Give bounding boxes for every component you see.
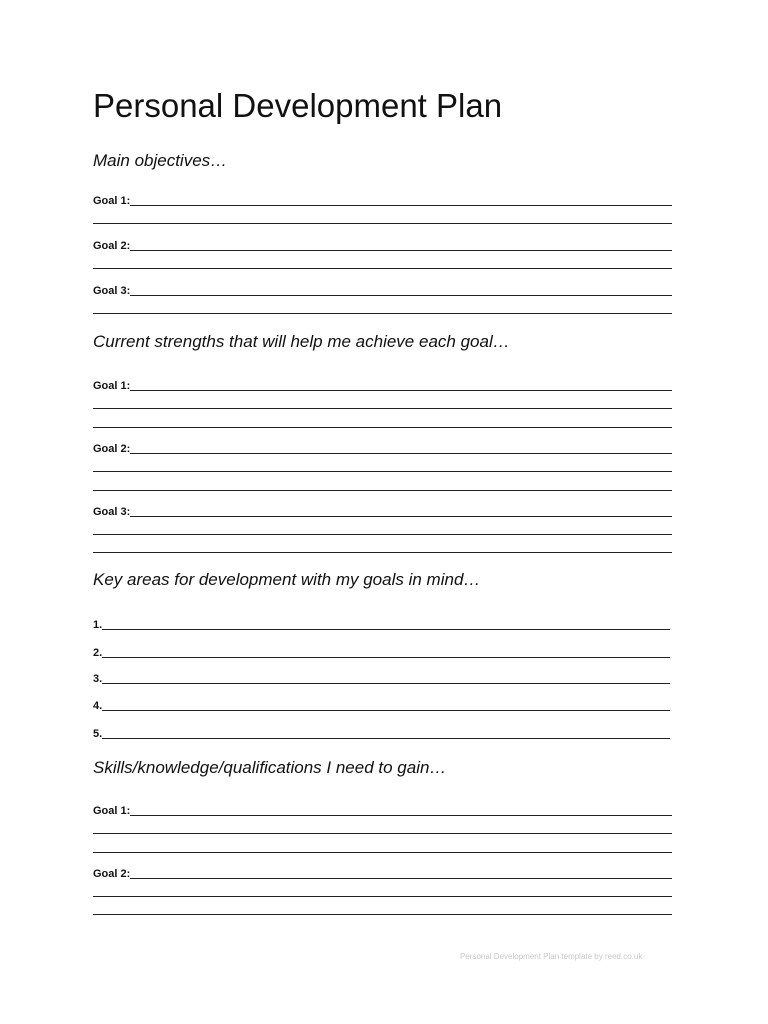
answer-line[interactable] <box>93 896 672 897</box>
development-item-5-label: 5. <box>93 728 103 740</box>
answer-line[interactable] <box>93 427 672 428</box>
answer-line[interactable] <box>102 629 670 630</box>
answer-line[interactable] <box>93 408 672 409</box>
skills-goal-2-row[interactable] <box>93 865 672 881</box>
answer-line[interactable] <box>102 657 670 658</box>
answer-line[interactable] <box>130 878 672 879</box>
answer-line[interactable] <box>93 914 672 915</box>
objective-goal-3-row[interactable] <box>93 282 672 298</box>
page-title: Personal Development Plan <box>93 87 503 124</box>
skills-goal-1-label: Goal 1: <box>93 805 131 817</box>
development-item-4-row[interactable] <box>93 697 670 713</box>
footer-credit: Personal Development Plan template by reed.co.uk <box>460 952 643 961</box>
development-item-4-label: 4. <box>93 700 103 712</box>
answer-line[interactable] <box>93 852 672 853</box>
objective-goal-1-row[interactable] <box>93 192 672 208</box>
section-heading-development: Key areas for development with my goals in mind… <box>93 570 481 589</box>
answer-line[interactable] <box>93 552 672 553</box>
answer-line[interactable] <box>102 710 670 711</box>
objective-goal-2-label: Goal 2: <box>93 240 131 252</box>
answer-line[interactable] <box>130 250 672 251</box>
section-heading-strengths: Current strengths that will help me achieve each goal… <box>93 332 510 351</box>
strength-goal-3-label: Goal 3: <box>93 506 131 518</box>
strength-goal-3-row[interactable] <box>93 503 672 519</box>
answer-line[interactable] <box>93 490 672 491</box>
skills-goal-2-label: Goal 2: <box>93 868 131 880</box>
answer-line[interactable] <box>93 313 672 314</box>
answer-line[interactable] <box>102 738 670 739</box>
objective-goal-1-label: Goal 1: <box>93 195 131 207</box>
skills-goal-1-row[interactable] <box>93 802 672 818</box>
answer-line[interactable] <box>130 453 672 454</box>
answer-line[interactable] <box>93 223 672 224</box>
development-item-1-row[interactable] <box>93 616 670 632</box>
strength-goal-1-row[interactable] <box>93 377 672 393</box>
development-item-3-row[interactable] <box>93 670 670 686</box>
answer-line[interactable] <box>93 534 672 535</box>
development-item-2-label: 2. <box>93 647 103 659</box>
answer-line[interactable] <box>130 295 672 296</box>
section-heading-objectives: Main objectives… <box>93 151 228 170</box>
strength-goal-2-label: Goal 2: <box>93 443 131 455</box>
strength-goal-2-row[interactable] <box>93 440 672 456</box>
development-item-3-label: 3. <box>93 673 103 685</box>
answer-line[interactable] <box>102 683 670 684</box>
objective-goal-2-row[interactable] <box>93 237 672 253</box>
answer-line[interactable] <box>93 268 672 269</box>
strength-goal-1-label: Goal 1: <box>93 380 131 392</box>
development-item-2-row[interactable] <box>93 644 670 660</box>
answer-line[interactable] <box>130 516 672 517</box>
section-heading-skills: Skills/knowledge/qualifications I need to gain… <box>93 758 447 777</box>
answer-line[interactable] <box>93 471 672 472</box>
development-item-5-row[interactable] <box>93 725 670 741</box>
answer-line[interactable] <box>130 205 672 206</box>
answer-line[interactable] <box>93 833 672 834</box>
answer-line[interactable] <box>130 815 672 816</box>
development-item-1-label: 1. <box>93 619 103 631</box>
answer-line[interactable] <box>130 390 672 391</box>
objective-goal-3-label: Goal 3: <box>93 285 131 297</box>
